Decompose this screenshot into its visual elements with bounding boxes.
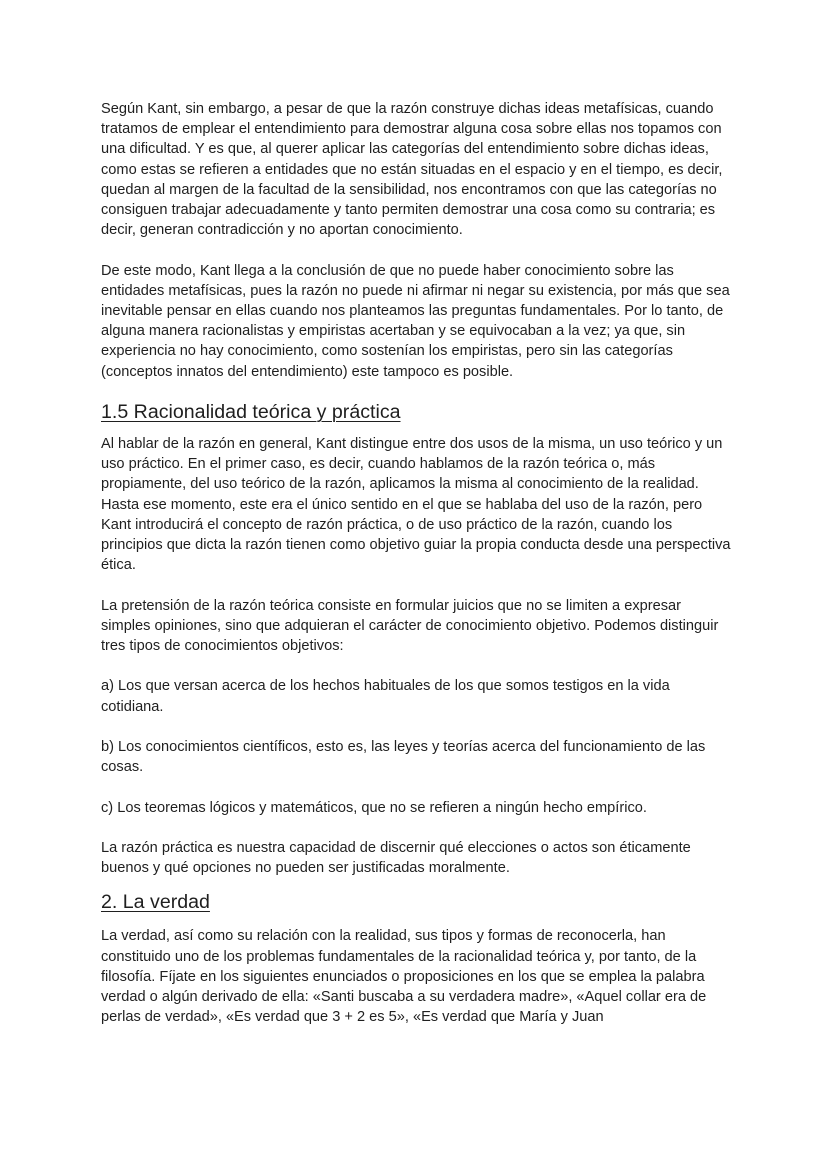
paragraph-kant-metaphysics: Según Kant, sin embargo, a pesar de que la razón construye dichas ideas metafísicas, cuando tratamos de emplear el entendimiento para demostrar alguna cosa sobre ellas nos topamos con una dificultad. Y es que, al querer aplicar las categorías del entendimiento sobre dichas ideas, como estas se refieren a entidades que no están situadas en el espacio y en el tiempo, es decir, quedan al margen de la facultad de la sensibilidad, nos encontramos con que las categorías no consiguen trabajar adecuadamente y tanto permiten demostrar una cosa como su contraria; es decir, generan contradicción y no aportan conocimiento.	[101, 101, 723, 239]
list-item-a: a) Los que versan acerca de los hechos habituales de los que somos testigos en la vida cotidiana.	[101, 678, 670, 715]
paragraph-truth-intro: La verdad, así como su relación con la realidad, sus tipos y formas de reconocerla, han constituido uno de los problemas fundamentales de la racionalidad teórica y, por tanto, de la filosofía. Fíjate en los siguientes enunciados o proposiciones en los que se emplea la palabra verdad o algún derivado de ella: «Santi buscaba a su verdadera madre», «Aquel collar era de perlas de verdad», «Es verdad que 3 + 2 es 5», «Es verdad que María y Juan	[101, 928, 707, 1026]
document-body	[101, 99, 731, 1048]
section-heading-verdad: 2. La verdad	[101, 891, 210, 914]
list-item-b: b) Los conocimientos científicos, esto es, las leyes y teorías acerca del funcionamiento de las cosas.	[101, 739, 706, 776]
list-item-c: c) Los teoremas lógicos y matemáticos, que no se refieren a ningún hecho empírico.	[101, 799, 647, 816]
paragraph-practical-reason: La razón práctica es nuestra capacidad de discernir qué elecciones o actos son éticamente buenos y qué opciones no pueden ser justificadas moralmente.	[101, 840, 691, 877]
section-heading-racionalidad: 1.5 Racionalidad teórica y práctica	[101, 401, 401, 424]
paragraph-uses-of-reason: Al hablar de la razón en general, Kant distingue entre dos usos de la misma, un uso teórico y un uso práctico. En el primer caso, es decir, cuando hablamos de la razón teórica o, más propiamente, del uso teórico de la razón, aplicamos la misma al conocimiento de la realidad. Hasta ese momento, este era el único sentido en el que se hablaba del uso de la razón, pero Kant introducirá el concepto de razón práctica, o de uso práctico de la razón, cuando los principios que dicta la razón tienen como objetivo guiar la propia conducta desde una perspectiva ética.	[101, 436, 731, 574]
paragraph-kant-conclusion: De este modo, Kant llega a la conclusión de que no puede haber conocimiento sobre las entidades metafísicas, pues la razón no puede ni afirmar ni negar su existencia, por más que sea inevitable pensar en ellas cuando nos planteamos las preguntas fundamentales. Por lo tanto, de alguna manera racionalistas y empiristas acertaban y se equivocaban a la vez; ya que, sin experiencia no hay conocimiento, como sostenían los empiristas, pero sin las categorías (conceptos innatos del entendimiento) este tampoco es posible.	[101, 262, 730, 380]
paragraph-theoretical-reason: La pretensión de la razón teórica consiste en formular juicios que no se limiten a expresar simples opiniones, sino que adquieran el carácter de conocimiento objetivo. Podemos distinguir tres tipos de conocimientos objetivos:	[101, 597, 719, 655]
